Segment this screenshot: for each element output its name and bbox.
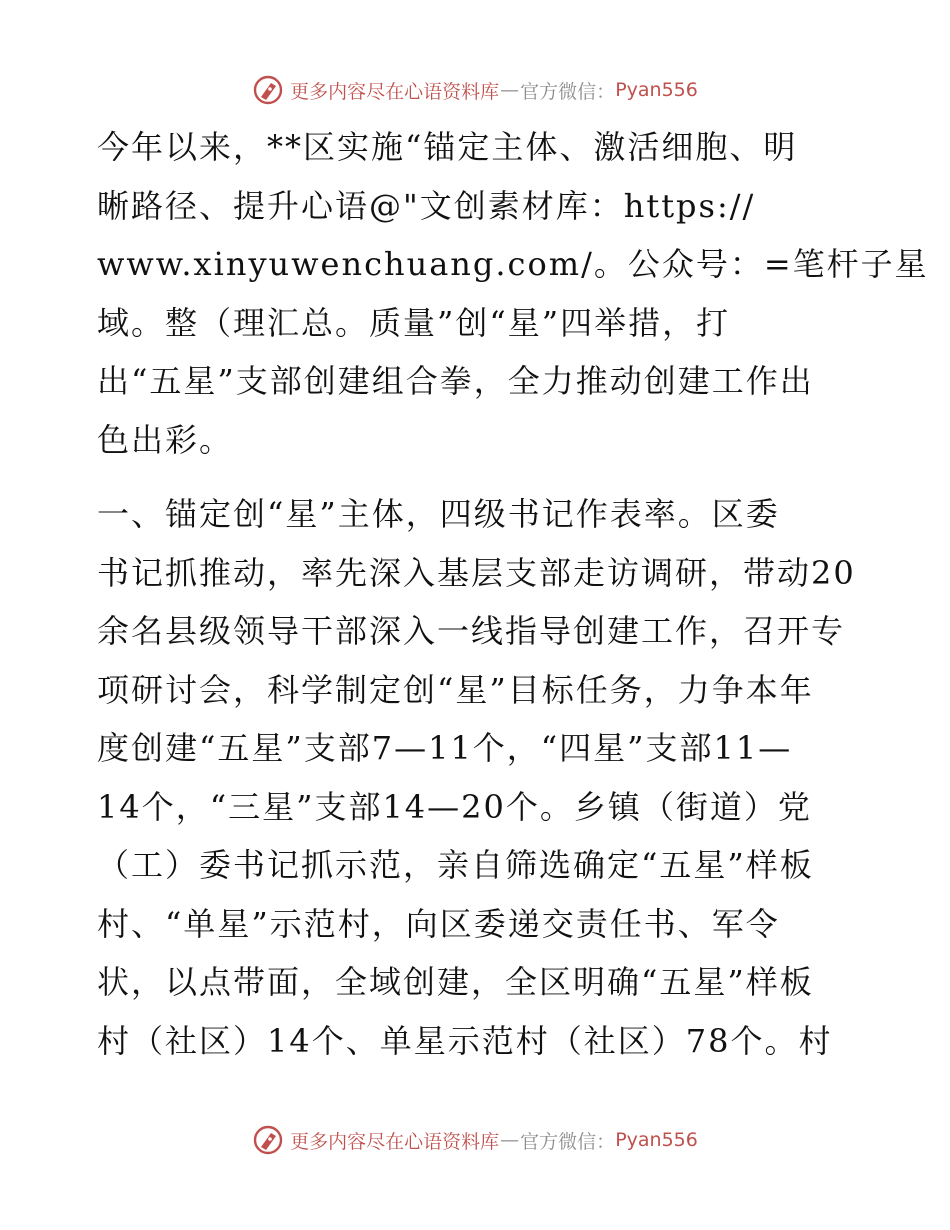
banner-site-text: 更多内容尽在心语资料库 xyxy=(290,1130,500,1153)
text-line: 余名县级领导干部深入一线指导创建工作，召开专 xyxy=(97,612,846,650)
banner-official-label: 官方微信： xyxy=(520,1130,616,1153)
footer-watermark-banner xyxy=(0,1120,950,1160)
text-line: 14个，“三星”支部14—20个。乡镇（街道）党 xyxy=(97,787,812,826)
banner-dash: — xyxy=(500,79,520,101)
text-line: 晰路径、提升心语@"文创素材库：https:// xyxy=(97,186,756,225)
banner-official-label: 官方微信： xyxy=(520,80,616,103)
header-watermark-banner xyxy=(0,70,950,110)
text-line: 色出彩。 xyxy=(97,420,234,459)
text-line: 村、“单星”示范村，向区委递交责任书、军令 xyxy=(97,904,780,943)
text-line: 今年以来，**区实施“锚定主体、激活细胞、明 xyxy=(97,128,798,166)
text-line: 一、锚定创“星”主体，四级书记作表率。区委 xyxy=(97,495,780,533)
text-line: 状，以点带面，全域创建，全区明确“五星”样板 xyxy=(97,963,814,1001)
document-body xyxy=(97,118,929,1070)
paragraph-1 xyxy=(97,118,929,469)
paragraph-2 xyxy=(97,485,867,1070)
text-line: 域。整（理汇总。质量”创“星”四举措，打 xyxy=(97,303,731,342)
pen-nib-circle-icon xyxy=(252,1124,284,1156)
paragraph-spacer xyxy=(97,469,867,485)
banner-wechat-id: Pyan556 xyxy=(615,79,698,101)
banner-site-text: 更多内容尽在心语资料库 xyxy=(290,80,500,103)
text-line: 书记抓推动，率先深入基层支部走访调研，带动20 xyxy=(97,553,856,592)
text-line: 项研讨会，科学制定创“星”目标任务，力争本年 xyxy=(97,670,814,709)
text-line: 村（社区）14个、单星示范村（社区）78个。村 xyxy=(97,1021,833,1060)
pen-nib-circle-icon xyxy=(252,74,284,106)
text-line: 度创建“五星”支部7—11个，“四星”支部11— xyxy=(97,729,793,767)
text-line: www.xinyuwenchuang.com/。公众号：=笔杆子星 xyxy=(97,245,929,283)
text-line: （工）委书记抓示范，亲自筛选确定“五星”样板 xyxy=(97,846,814,884)
banner-dash: — xyxy=(500,1129,520,1151)
banner-wechat-id: Pyan556 xyxy=(615,1129,698,1151)
text-line: 出“五星”支部创建组合拳，全力推动创建工作出 xyxy=(97,362,814,400)
